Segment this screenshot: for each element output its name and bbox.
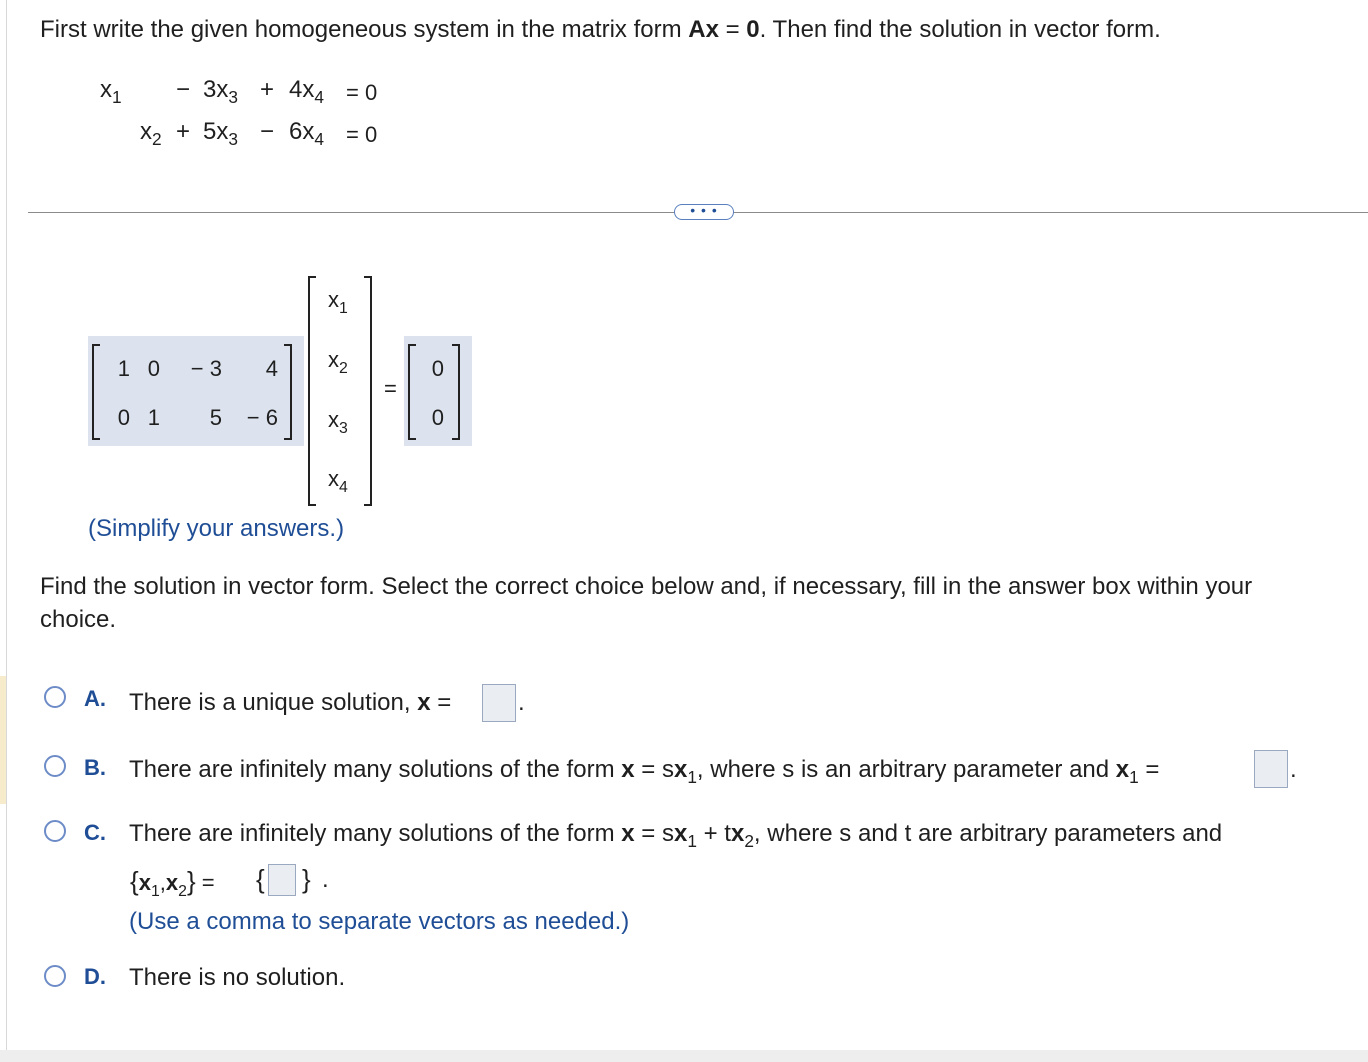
matrix-a-left-bracket xyxy=(92,344,100,440)
choice-c-brace-open: { xyxy=(256,864,265,894)
choice-c-set-label: $\{x_1,x_2\}$ = xyxy=(130,866,215,900)
matrix-a-cell: 1 xyxy=(147,405,160,430)
matrix-equals: = xyxy=(384,376,397,401)
choice-b-answer-box[interactable] xyxy=(1254,750,1288,788)
row2-term3: $5x_3$ xyxy=(203,118,238,150)
matrix-a-cell: 4 xyxy=(265,356,278,381)
choice-c-answer-box[interactable] xyxy=(268,864,296,896)
matrix-a-cell: 1 xyxy=(117,356,130,381)
choice-d-letter: D. xyxy=(84,964,106,989)
question-prompt xyxy=(40,16,1161,44)
b-vector-left-bracket xyxy=(408,344,416,440)
prompt-zero: 0 xyxy=(746,16,760,43)
row1-term3: $3x_3$ xyxy=(203,76,238,108)
row2-minus: − xyxy=(260,118,275,145)
prompt-text: First write the given homogeneous system in the matrix form xyxy=(40,16,689,43)
choice-c-brace-close: } xyxy=(302,864,311,894)
row2-rhs: = 0 xyxy=(346,122,378,147)
choice-b-radio[interactable] xyxy=(44,755,66,777)
x-vector-entry: $x_4$ xyxy=(328,466,348,496)
matrix-a-cell: − 3 xyxy=(190,356,222,381)
choice-c-period: . xyxy=(322,866,329,893)
matrix-a-cell: − 6 xyxy=(246,405,278,430)
x-vector-entry: $x_1$ xyxy=(328,287,348,317)
matrix-a-cell: 0 xyxy=(147,356,160,381)
choice-a-period: . xyxy=(518,689,525,716)
prompt-eq: = xyxy=(718,16,747,43)
choice-a-answer-box[interactable] xyxy=(482,684,516,722)
simplify-hint: (Simplify your answers.) xyxy=(88,515,345,542)
row1-minus: − xyxy=(176,76,191,103)
prompt-ax: Ax xyxy=(688,16,719,43)
matrix-a-right-bracket xyxy=(284,344,292,440)
left-accent xyxy=(0,676,6,804)
b-vector-entry: 0 xyxy=(431,356,444,381)
row2-term4: $6x_4$ xyxy=(289,118,324,150)
instruction-line2: choice. xyxy=(40,606,117,633)
more-button[interactable]: • • • xyxy=(674,204,734,220)
b-vector-right-bracket xyxy=(452,344,460,440)
choice-d-radio[interactable] xyxy=(44,965,66,987)
choice-c-letter: C. xyxy=(84,820,106,845)
left-rule xyxy=(6,0,7,1050)
choice-a-radio[interactable] xyxy=(44,686,66,708)
b-vector xyxy=(404,336,472,446)
x-vector-left-bracket xyxy=(308,276,316,506)
choice-b-period: . xyxy=(1290,756,1297,783)
row1-rhs: = 0 xyxy=(346,80,378,105)
choice-b-letter: B. xyxy=(84,755,106,780)
instruction-line1: Find the solution in vector form. Select the correct choice below and, if necessary, fill in the answer box within your xyxy=(40,573,1253,600)
choice-c-radio[interactable] xyxy=(44,820,66,842)
b-vector-entry: 0 xyxy=(431,405,444,430)
x-vector-entry: $x_3$ xyxy=(328,407,348,437)
x-vector-right-bracket xyxy=(364,276,372,506)
matrix-a-cell: 0 xyxy=(117,405,130,430)
choice-c-text: There are infinitely many solutions of the form $x = sx_1 + tx_2$, where s and t are arbitrary parameters and xyxy=(129,820,1223,852)
choice-a-letter: A. xyxy=(84,686,106,711)
row2-x2: $x_2$ xyxy=(140,118,162,150)
comma-hint: (Use a comma to separate vectors as needed.) xyxy=(129,908,630,935)
choice-a-text: There is a unique solution, x = xyxy=(129,689,452,716)
prompt-suffix: . Then find the solution in vector form. xyxy=(759,16,1161,43)
row1-plus: + xyxy=(260,76,275,103)
choice-b-text: There are infinitely many solutions of the form $x = sx_1$, where s is an arbitrary parameter and $x_1$ = xyxy=(129,756,1160,788)
x-vector-entry: $x_2$ xyxy=(328,347,348,377)
matrix-a xyxy=(88,336,304,446)
bottom-bar xyxy=(0,1050,1368,1062)
matrix-a-cell: 5 xyxy=(209,405,222,430)
row1-x1: $x_1$ xyxy=(100,76,122,108)
row1-term4: $4x_4$ xyxy=(289,76,324,108)
row2-plus: + xyxy=(176,118,191,145)
choice-d-text: There is no solution. xyxy=(129,964,346,991)
